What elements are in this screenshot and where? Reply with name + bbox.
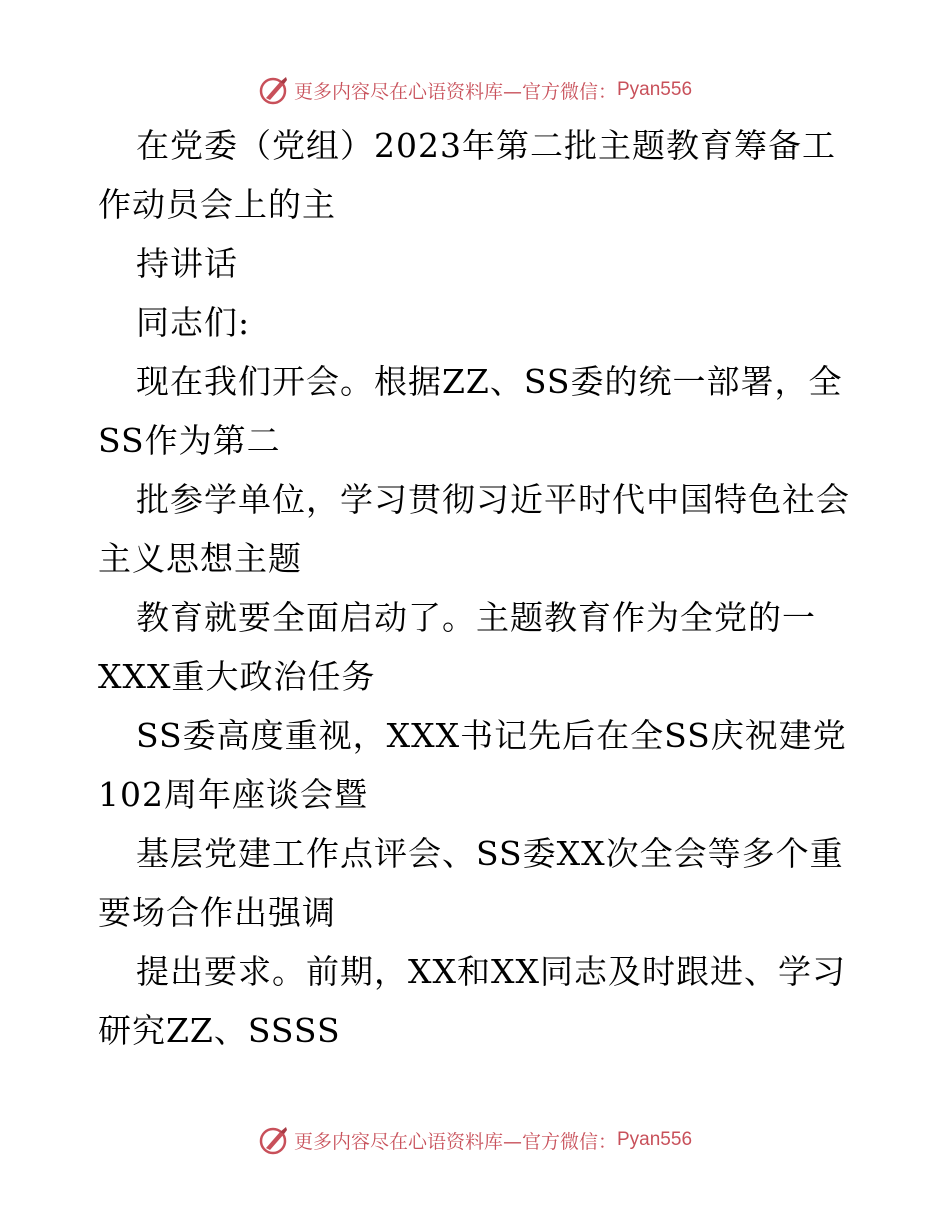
watermark-wechat-id: Pyan556 — [617, 1129, 693, 1150]
text-line: SS委高度重视，XXX书记先后在全SS庆祝建党 — [136, 716, 847, 755]
text-line: 研究ZZ、SSSS — [98, 1011, 341, 1050]
text-line: 持讲话 — [136, 244, 238, 283]
text-line: 102周年座谈会暨 — [98, 775, 368, 814]
text-line: SS作为第二 — [98, 421, 281, 460]
text-line: XXX重大政治任务 — [98, 657, 376, 696]
text-line: 在党委（党组）2023年第二批主题教育筹备工 — [136, 126, 836, 165]
text-line: 提出要求。前期，XX和XX同志及时跟进、学习 — [136, 952, 846, 991]
text-line: 基层党建工作点评会、SS委XX次全会等多个重 — [136, 834, 844, 873]
text-line: 批参学单位，学习贯彻习近平时代中国特色社会 — [136, 480, 850, 519]
brush-logo-icon — [258, 74, 290, 106]
speech-body — [98, 116, 878, 1060]
header-watermark — [0, 70, 950, 110]
text-line: 要场合作出强调 — [98, 893, 336, 932]
watermark-wechat-id: Pyan556 — [617, 79, 693, 100]
text-line: 同志们: — [136, 303, 251, 342]
footer-watermark — [0, 1120, 950, 1160]
text-line: 现在我们开会。根据ZZ、SS委的统一部署，全 — [136, 362, 843, 401]
watermark-text: 更多内容尽在心语资料库—官方微信： — [293, 80, 617, 103]
text-line: 作动员会上的主 — [98, 185, 336, 224]
text-line: 主义思想主题 — [98, 539, 302, 578]
text-line: 教育就要全面启动了。主题教育作为全党的一 — [136, 598, 816, 637]
watermark-text: 更多内容尽在心语资料库—官方微信： — [293, 1130, 617, 1153]
brush-logo-icon — [258, 1124, 290, 1156]
